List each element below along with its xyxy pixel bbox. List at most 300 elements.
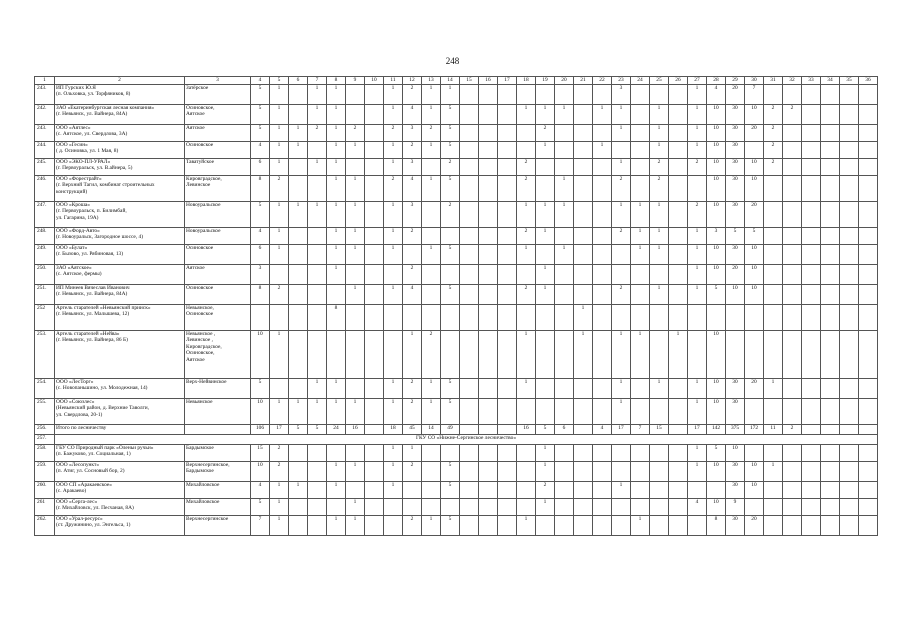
value-cell: 1 bbox=[270, 245, 289, 265]
value-cell: 6 bbox=[251, 159, 270, 176]
value-cell: 10 bbox=[707, 202, 726, 228]
value-cell bbox=[460, 499, 479, 516]
value-cell bbox=[441, 265, 460, 285]
value-cell bbox=[669, 305, 688, 331]
value-cell: 3 bbox=[403, 159, 422, 176]
value-cell bbox=[555, 142, 574, 159]
value-cell: 1 bbox=[536, 202, 555, 228]
value-cell bbox=[859, 425, 878, 435]
value-cell bbox=[460, 125, 479, 142]
value-cell bbox=[422, 159, 441, 176]
value-cell bbox=[289, 105, 308, 125]
value-cell bbox=[555, 499, 574, 516]
value-cell bbox=[289, 176, 308, 202]
value-cell: 17 bbox=[612, 425, 631, 435]
value-cell: 1 bbox=[517, 245, 536, 265]
value-cell bbox=[840, 142, 859, 159]
value-cell bbox=[289, 228, 308, 245]
value-cell bbox=[555, 85, 574, 105]
value-cell bbox=[479, 245, 498, 265]
row-number: 243. bbox=[35, 85, 55, 105]
value-cell bbox=[460, 445, 479, 462]
value-cell bbox=[460, 285, 479, 305]
value-cell: 4 bbox=[251, 142, 270, 159]
value-cell bbox=[669, 399, 688, 425]
value-cell: 18 bbox=[384, 425, 403, 435]
column-number: 12 bbox=[403, 77, 422, 85]
value-cell: 30 bbox=[726, 202, 745, 228]
value-cell bbox=[422, 285, 441, 305]
value-cell bbox=[631, 285, 650, 305]
value-cell bbox=[574, 399, 593, 425]
value-cell bbox=[498, 499, 517, 516]
value-cell bbox=[498, 445, 517, 462]
table-row bbox=[35, 499, 897, 516]
value-cell bbox=[821, 105, 840, 125]
column-number: 32 bbox=[783, 77, 802, 85]
column-number: 15 bbox=[460, 77, 479, 85]
value-cell bbox=[859, 285, 878, 305]
column-number: 5 bbox=[270, 77, 289, 85]
value-cell bbox=[840, 285, 859, 305]
value-cell bbox=[840, 482, 859, 499]
value-cell bbox=[669, 105, 688, 125]
value-cell bbox=[612, 305, 631, 331]
value-cell bbox=[859, 202, 878, 228]
value-cell: 1 bbox=[688, 285, 707, 305]
value-cell bbox=[859, 265, 878, 285]
value-cell: 1 bbox=[612, 379, 631, 399]
value-cell bbox=[555, 228, 574, 245]
value-cell bbox=[479, 445, 498, 462]
value-cell bbox=[859, 331, 878, 379]
value-cell bbox=[593, 228, 612, 245]
value-cell: 1 bbox=[669, 331, 688, 379]
value-cell bbox=[859, 176, 878, 202]
value-cell bbox=[631, 305, 650, 331]
value-cell: 2 bbox=[517, 228, 536, 245]
value-cell bbox=[441, 499, 460, 516]
value-cell bbox=[460, 105, 479, 125]
value-cell bbox=[422, 228, 441, 245]
value-cell: 1 bbox=[270, 142, 289, 159]
value-cell bbox=[270, 265, 289, 285]
value-cell bbox=[783, 125, 802, 142]
value-cell bbox=[479, 105, 498, 125]
value-cell: 10 bbox=[726, 445, 745, 462]
value-cell bbox=[479, 285, 498, 305]
value-cell bbox=[479, 176, 498, 202]
value-cell: 1 bbox=[384, 399, 403, 425]
table-row bbox=[35, 176, 897, 202]
organization-cell: Итого по лесничеству bbox=[55, 425, 185, 435]
value-cell bbox=[536, 399, 555, 425]
row-number: 248. bbox=[35, 228, 55, 245]
value-cell: 1 bbox=[289, 125, 308, 142]
organization-cell: Артель старателей «Невьянский прииск» (г. Невьянск, ул. Малышева, 12) bbox=[55, 305, 185, 331]
organization-cell: ЗАО «Аятское» (с. Аятское, фермы) bbox=[55, 265, 185, 285]
value-cell: 1 bbox=[403, 445, 422, 462]
forestry-district-cell: Аятское bbox=[185, 265, 251, 285]
value-cell bbox=[289, 285, 308, 305]
value-cell: 10 bbox=[745, 245, 764, 265]
value-cell bbox=[327, 285, 346, 305]
organization-cell: ООО «Союзлес» (Невьянский район, д. Верхние Таволги, ул. Свердлова, 20-1) bbox=[55, 399, 185, 425]
value-cell: 30 bbox=[726, 159, 745, 176]
value-cell: 30 bbox=[726, 399, 745, 425]
value-cell bbox=[650, 516, 669, 536]
column-number: 3 bbox=[185, 77, 251, 85]
value-cell bbox=[460, 245, 479, 265]
value-cell bbox=[498, 85, 517, 105]
value-cell: 1 bbox=[612, 159, 631, 176]
forestry-district-cell: Аятское bbox=[185, 125, 251, 142]
value-cell: 1 bbox=[327, 482, 346, 499]
value-cell bbox=[365, 499, 384, 516]
value-cell: 1 bbox=[384, 105, 403, 125]
value-cell: 1 bbox=[289, 399, 308, 425]
value-cell: 2 bbox=[612, 285, 631, 305]
value-cell bbox=[384, 499, 403, 516]
value-cell: 2 bbox=[764, 142, 783, 159]
value-cell bbox=[631, 142, 650, 159]
value-cell: 1 bbox=[536, 105, 555, 125]
value-cell bbox=[650, 462, 669, 482]
value-cell bbox=[745, 499, 764, 516]
value-cell bbox=[346, 482, 365, 499]
column-number: 33 bbox=[802, 77, 821, 85]
value-cell bbox=[821, 516, 840, 536]
value-cell bbox=[783, 285, 802, 305]
table-row bbox=[35, 159, 897, 176]
value-cell bbox=[441, 445, 460, 462]
forestry-district-cell: Новоуральское bbox=[185, 228, 251, 245]
value-cell bbox=[783, 142, 802, 159]
value-cell: 1 bbox=[327, 125, 346, 142]
value-cell: 1 bbox=[650, 245, 669, 265]
organization-cell: ООО «Булат» (г. Бызово, ул. Рябиновая, 13) bbox=[55, 245, 185, 265]
table-row bbox=[35, 425, 897, 435]
value-cell bbox=[840, 379, 859, 399]
value-cell bbox=[631, 105, 650, 125]
value-cell bbox=[289, 445, 308, 462]
table-row bbox=[35, 305, 897, 331]
value-cell bbox=[802, 85, 821, 105]
value-cell bbox=[365, 159, 384, 176]
row-number: 258. bbox=[35, 445, 55, 462]
value-cell bbox=[517, 125, 536, 142]
value-cell: 1 bbox=[270, 85, 289, 105]
value-cell bbox=[821, 125, 840, 142]
value-cell bbox=[365, 228, 384, 245]
value-cell bbox=[764, 331, 783, 379]
value-cell bbox=[859, 85, 878, 105]
value-cell: 1 bbox=[327, 228, 346, 245]
value-cell: 2 bbox=[270, 176, 289, 202]
value-cell: 30 bbox=[726, 245, 745, 265]
value-cell: 30 bbox=[726, 482, 745, 499]
value-cell bbox=[650, 445, 669, 462]
value-cell: 1 bbox=[327, 105, 346, 125]
table-row bbox=[35, 228, 897, 245]
value-cell: 1 bbox=[650, 228, 669, 245]
value-cell: 10 bbox=[745, 285, 764, 305]
value-cell: 2 bbox=[612, 176, 631, 202]
value-cell bbox=[631, 85, 650, 105]
value-cell: 17 bbox=[688, 425, 707, 435]
value-cell bbox=[403, 305, 422, 331]
value-cell bbox=[821, 331, 840, 379]
column-number: 28 bbox=[707, 77, 726, 85]
value-cell: 1 bbox=[536, 462, 555, 482]
value-cell bbox=[764, 399, 783, 425]
value-cell bbox=[631, 125, 650, 142]
value-cell: 1 bbox=[289, 142, 308, 159]
value-cell: 1 bbox=[384, 202, 403, 228]
row-number: 245. bbox=[35, 159, 55, 176]
value-cell bbox=[498, 425, 517, 435]
value-cell: 1 bbox=[688, 265, 707, 285]
value-cell bbox=[422, 202, 441, 228]
value-cell bbox=[783, 499, 802, 516]
value-cell bbox=[384, 331, 403, 379]
value-cell bbox=[517, 445, 536, 462]
value-cell bbox=[631, 482, 650, 499]
value-cell bbox=[422, 482, 441, 499]
value-cell: 2 bbox=[517, 285, 536, 305]
value-cell: 30 bbox=[726, 105, 745, 125]
value-cell bbox=[669, 462, 688, 482]
value-cell: 1 bbox=[327, 176, 346, 202]
value-cell bbox=[821, 445, 840, 462]
value-cell bbox=[783, 379, 802, 399]
value-cell: 2 bbox=[764, 105, 783, 125]
value-cell: 5 bbox=[441, 399, 460, 425]
column-number: 34 bbox=[821, 77, 840, 85]
value-cell bbox=[631, 445, 650, 462]
value-cell bbox=[593, 85, 612, 105]
value-cell: 1 bbox=[688, 142, 707, 159]
value-cell: 7 bbox=[631, 425, 650, 435]
value-cell: 8 bbox=[327, 305, 346, 331]
value-cell: 5 bbox=[441, 245, 460, 265]
value-cell: 1 bbox=[327, 516, 346, 536]
value-cell bbox=[821, 228, 840, 245]
value-cell bbox=[289, 499, 308, 516]
forestry-district-cell: Новоуральское bbox=[185, 202, 251, 228]
value-cell: 4 bbox=[403, 176, 422, 202]
value-cell bbox=[498, 228, 517, 245]
value-cell bbox=[308, 516, 327, 536]
value-cell: 10 bbox=[745, 265, 764, 285]
value-cell bbox=[346, 445, 365, 462]
value-cell: 7 bbox=[251, 516, 270, 536]
value-cell bbox=[802, 245, 821, 265]
value-cell bbox=[365, 105, 384, 125]
value-cell: 2 bbox=[688, 202, 707, 228]
value-cell bbox=[593, 202, 612, 228]
value-cell: 1 bbox=[346, 245, 365, 265]
value-cell: 4 bbox=[707, 85, 726, 105]
table-row bbox=[35, 142, 897, 159]
value-cell bbox=[403, 482, 422, 499]
value-cell: 6 bbox=[555, 425, 574, 435]
value-cell: 10 bbox=[745, 159, 764, 176]
value-cell bbox=[593, 499, 612, 516]
organization-cell: ООО «ЭКО-ПЛ-УРАЛ» (г. Первоуральск, ул. В.айнера, 5) bbox=[55, 159, 185, 176]
value-cell bbox=[764, 285, 783, 305]
forestry-district-cell: Верхнесергинское, Бардымское bbox=[185, 462, 251, 482]
value-cell bbox=[802, 305, 821, 331]
value-cell bbox=[783, 159, 802, 176]
value-cell: 1 bbox=[593, 142, 612, 159]
value-cell bbox=[859, 228, 878, 245]
value-cell: 4 bbox=[403, 105, 422, 125]
value-cell bbox=[669, 85, 688, 105]
value-cell: 1 bbox=[384, 85, 403, 105]
value-cell: 49 bbox=[441, 425, 460, 435]
value-cell bbox=[365, 285, 384, 305]
value-cell bbox=[574, 125, 593, 142]
value-cell bbox=[821, 425, 840, 435]
value-cell: 1 bbox=[688, 105, 707, 125]
value-cell bbox=[669, 445, 688, 462]
value-cell bbox=[479, 516, 498, 536]
value-cell bbox=[631, 159, 650, 176]
value-cell bbox=[289, 462, 308, 482]
value-cell: 1 bbox=[327, 85, 346, 105]
value-cell bbox=[555, 445, 574, 462]
value-cell: 2 bbox=[517, 176, 536, 202]
value-cell bbox=[308, 265, 327, 285]
value-cell bbox=[783, 202, 802, 228]
value-cell bbox=[308, 285, 327, 305]
value-cell: 2 bbox=[517, 159, 536, 176]
value-cell bbox=[631, 462, 650, 482]
value-cell bbox=[669, 125, 688, 142]
value-cell bbox=[555, 265, 574, 285]
value-cell: 20 bbox=[726, 85, 745, 105]
value-cell bbox=[669, 499, 688, 516]
value-cell bbox=[574, 228, 593, 245]
value-cell bbox=[593, 516, 612, 536]
value-cell bbox=[650, 85, 669, 105]
value-cell: 8 bbox=[251, 285, 270, 305]
organization-cell: ЗАО «Екатеринбургская лесная компания» (г. Невьянск, ул. Вайнера, 84А) bbox=[55, 105, 185, 125]
value-cell: 5 bbox=[536, 425, 555, 435]
value-cell bbox=[859, 516, 878, 536]
value-cell bbox=[479, 425, 498, 435]
value-cell bbox=[460, 142, 479, 159]
forestry-district-cell: Михайловское bbox=[185, 499, 251, 516]
value-cell bbox=[650, 331, 669, 379]
value-cell bbox=[859, 105, 878, 125]
value-cell: 45 bbox=[403, 425, 422, 435]
value-cell: 5 bbox=[726, 228, 745, 245]
value-cell bbox=[669, 176, 688, 202]
value-cell: 14 bbox=[422, 425, 441, 435]
organization-cell: ООО «Лесопункт» (п. Атиг, ул. Сосновый бор, 2) bbox=[55, 462, 185, 482]
value-cell: 4 bbox=[251, 228, 270, 245]
value-cell bbox=[707, 305, 726, 331]
value-cell: 1 bbox=[308, 399, 327, 425]
value-cell: 10 bbox=[707, 142, 726, 159]
value-cell bbox=[555, 125, 574, 142]
forestry-district-cell: Осиновское bbox=[185, 245, 251, 265]
value-cell bbox=[289, 159, 308, 176]
value-cell bbox=[536, 85, 555, 105]
value-cell bbox=[669, 202, 688, 228]
organization-cell: ООО СП «Аракаевское» (с. Аракаево) bbox=[55, 482, 185, 499]
value-cell bbox=[460, 516, 479, 536]
value-cell bbox=[840, 305, 859, 331]
value-cell bbox=[365, 425, 384, 435]
value-cell bbox=[460, 159, 479, 176]
value-cell bbox=[441, 331, 460, 379]
value-cell: 1 bbox=[270, 159, 289, 176]
organization-cell: ИП Минеев Вячеслав Иванович (г. Невьянск, ул. Вайнера, 84А) bbox=[55, 285, 185, 305]
value-cell bbox=[821, 399, 840, 425]
value-cell: 172 bbox=[745, 425, 764, 435]
value-cell bbox=[650, 499, 669, 516]
value-cell bbox=[669, 379, 688, 399]
value-cell bbox=[593, 159, 612, 176]
value-cell bbox=[783, 399, 802, 425]
value-cell: 1 bbox=[422, 105, 441, 125]
value-cell bbox=[840, 85, 859, 105]
value-cell bbox=[498, 105, 517, 125]
value-cell bbox=[460, 331, 479, 379]
value-cell bbox=[840, 445, 859, 462]
value-cell: 10 bbox=[726, 285, 745, 305]
value-cell bbox=[479, 228, 498, 245]
value-cell bbox=[289, 516, 308, 536]
value-cell bbox=[479, 331, 498, 379]
value-cell: 30 bbox=[726, 176, 745, 202]
table-row bbox=[35, 245, 897, 265]
value-cell bbox=[327, 499, 346, 516]
value-cell: 1 bbox=[403, 331, 422, 379]
value-cell: 1 bbox=[384, 245, 403, 265]
value-cell: 17 bbox=[270, 425, 289, 435]
value-cell bbox=[783, 516, 802, 536]
value-cell: 1 bbox=[688, 379, 707, 399]
value-cell bbox=[555, 305, 574, 331]
value-cell bbox=[669, 142, 688, 159]
table-row bbox=[35, 331, 897, 379]
value-cell: 1 bbox=[764, 379, 783, 399]
value-cell: 2 bbox=[422, 331, 441, 379]
value-cell bbox=[479, 159, 498, 176]
page-number: 248 bbox=[445, 56, 460, 66]
row-number: 260. bbox=[35, 482, 55, 499]
value-cell bbox=[498, 265, 517, 285]
value-cell: 15 bbox=[251, 445, 270, 462]
value-cell: 8 bbox=[251, 176, 270, 202]
value-cell: 1 bbox=[612, 202, 631, 228]
table-row bbox=[35, 399, 897, 425]
value-cell bbox=[574, 425, 593, 435]
value-cell bbox=[802, 285, 821, 305]
column-number: 13 bbox=[422, 77, 441, 85]
value-cell: 1 bbox=[612, 399, 631, 425]
organization-cell: ООО «Форестрайт» (г. Верхний Тагил, комбинат строительных конструкций) bbox=[55, 176, 185, 202]
value-cell bbox=[365, 482, 384, 499]
value-cell bbox=[859, 499, 878, 516]
value-cell: 1 bbox=[346, 499, 365, 516]
value-cell bbox=[783, 176, 802, 202]
value-cell: 1 bbox=[422, 142, 441, 159]
